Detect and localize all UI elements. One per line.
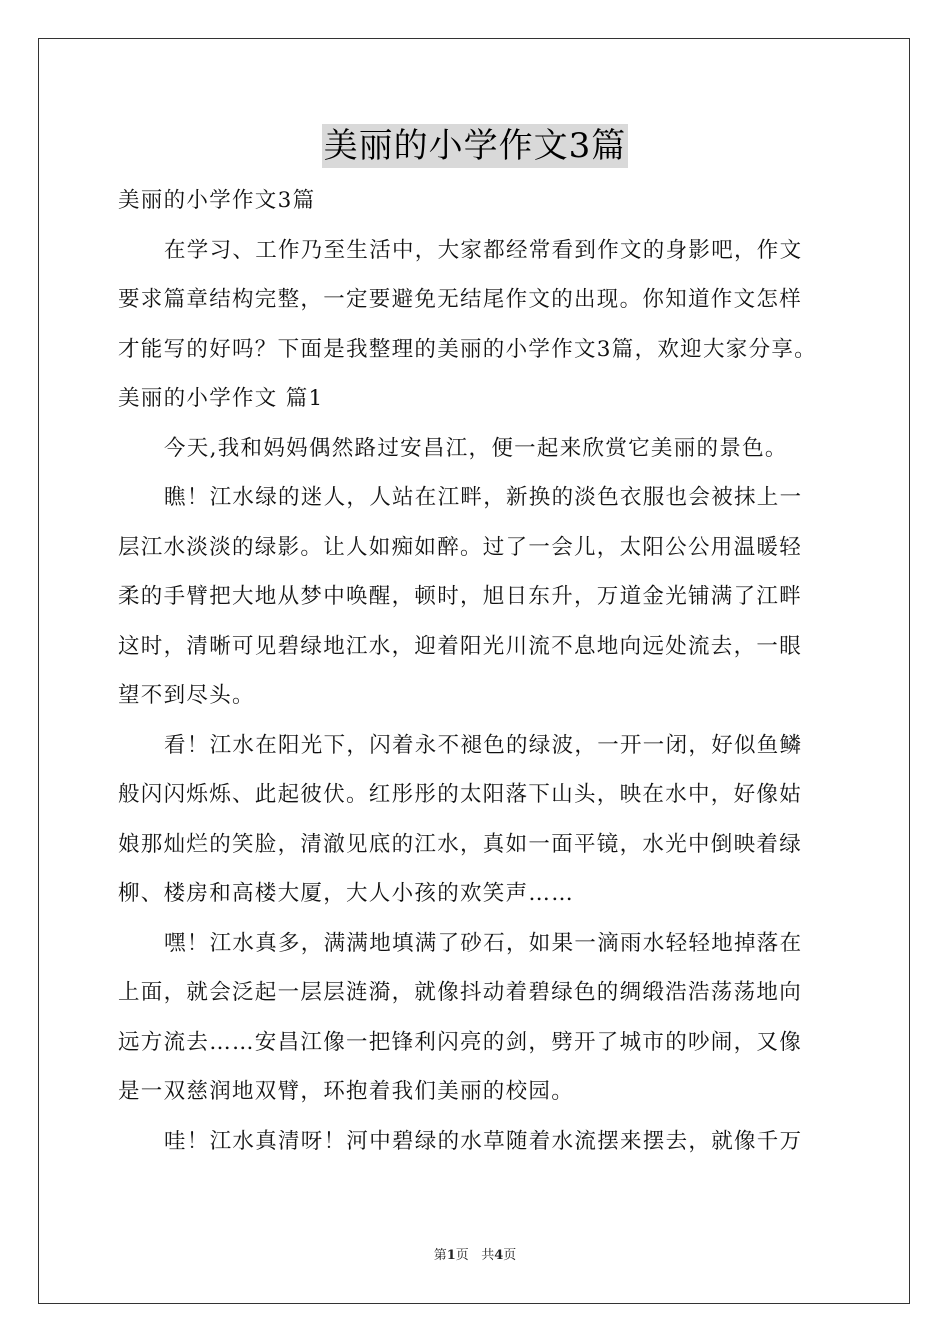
text-line: 瞧！江水绿的迷人，人站在江畔，新换的淡色衣服也会被抹上一	[164, 485, 803, 510]
text-line: 今天,我和妈妈偶然路过安昌江，便一起来欣赏它美丽的景色。	[164, 435, 788, 461]
total-pages: 4	[494, 1248, 504, 1263]
document-body	[118, 176, 836, 1166]
page-number: 1	[446, 1248, 456, 1263]
text-line: 般闪闪烁烁、此起彼伏。红彤彤的太阳落下山头，映在水中，好像姑	[118, 782, 803, 807]
text-line: 上面，就会泛起一层层涟漪，就像抖动着碧绿色的绸缎浩浩荡荡地向	[118, 980, 803, 1005]
title-area	[0, 124, 950, 168]
text-line: 在学习、工作乃至生活中，大家都经常看到作文的身影吧，作文	[164, 237, 803, 263]
footer-prefix: 第	[433, 1248, 447, 1263]
text-line: 娘那灿烂的笑脸，清澈见底的江水，真如一面平镜，水光中倒映着绿	[118, 831, 803, 857]
text-line: 柳、楼房和高楼大厦，大人小孩的欢笑声……	[118, 881, 575, 906]
text-line: 柔的手臂把大地从梦中唤醒，顿时，旭日东升，万道金光铺满了江畔	[118, 584, 803, 609]
text-line: 哇！江水真清呀！河中碧绿的水草随着水流摆来摆去，就像千万	[164, 1128, 803, 1154]
text-line: 是一双慈润地双臂，环抱着我们美丽的校园。	[118, 1079, 575, 1104]
footer-total-prefix: 共	[481, 1248, 495, 1263]
text-line: 层江水淡淡的绿影。让人如痴如醉。过了一会儿，太阳公公用温暖轻	[118, 534, 803, 560]
text-line: 美丽的小学作文3篇	[118, 188, 316, 213]
text-line: 要求篇章结构完整，一定要避免无结尾作文的出现。你知道作文怎样	[118, 287, 803, 312]
footer-total-suffix: 页	[503, 1248, 517, 1263]
document-title: 美丽的小学作文3篇	[323, 126, 627, 166]
text-line: 这时，清晰可见碧绿地江水，迎着阳光川流不息地向远处流去，一眼	[118, 633, 803, 659]
text-line: 远方流去……安昌江像一把锋利闪亮的剑，劈开了城市的吵闹，又像	[118, 1029, 803, 1055]
text-line: 才能写的好吗？下面是我整理的美丽的小学作文3篇，欢迎大家分享。	[118, 336, 817, 362]
text-line: 望不到尽头。	[118, 683, 255, 708]
text-line: 看！江水在阳光下，闪着永不褪色的绿波，一开一闭，好似鱼鳞	[164, 732, 803, 758]
page-footer	[0, 1246, 950, 1266]
footer-page-suffix: 页	[455, 1248, 469, 1263]
section-heading: 美丽的小学作文 篇1	[118, 386, 324, 411]
text-line: 嘿！江水真多，满满地填满了砂石，如果一滴雨水轻轻地掉落在	[164, 930, 803, 956]
